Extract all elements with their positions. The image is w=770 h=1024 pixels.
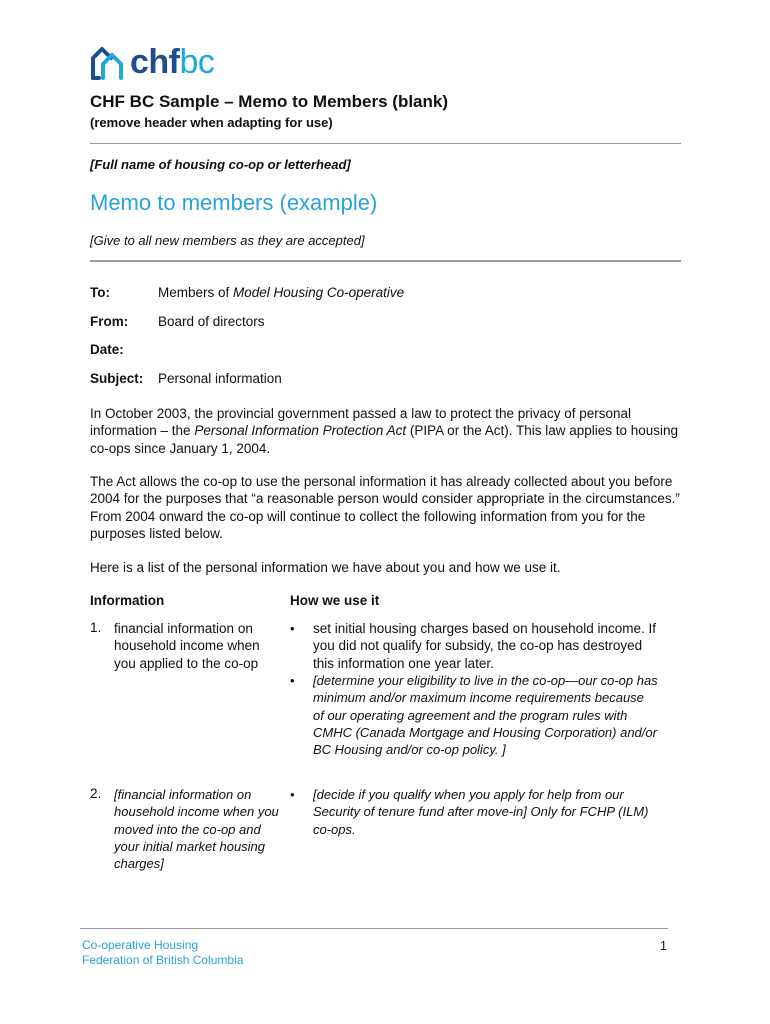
- chf-bc-logo: [90, 44, 214, 80]
- bullet-icon: •: [290, 621, 295, 636]
- from-value: Board of directors: [158, 314, 265, 329]
- memo-heading: Memo to members (example): [90, 190, 378, 215]
- p1-act-name: Personal Information Protection Act: [194, 423, 407, 439]
- footer-org-line-2: Federation of British Columbia: [82, 953, 244, 967]
- date-label: Date:: [90, 342, 124, 357]
- p1-part2: (PIPA or the Act). This law applies to housing co-ops since January 1, 2004.: [90, 423, 679, 456]
- bullet-icon: •: [290, 787, 295, 802]
- row-1-use-1: set initial housing charges based on household income. If you did not qualify for subsidy, the co-op has destroyed this information one year later.: [313, 621, 656, 671]
- to-label: To:: [90, 285, 110, 300]
- footer-organization: [82, 938, 243, 968]
- house-outline-icon: [90, 44, 124, 80]
- document-subtitle: (remove header when adapting for use): [90, 115, 333, 130]
- memo-instruction: [Give to all new members as they are accepted]: [90, 233, 365, 248]
- logo-chf: chf: [130, 43, 180, 81]
- row-2-information: [financial information on household income when you moved into the co-op and your initial market housing charges]: [114, 787, 279, 872]
- document-title: CHF BC Sample – Memo to Members (blank): [90, 92, 449, 111]
- paragraph-list-intro: Here is a list of the personal information we have about you and how we use it.: [90, 560, 561, 575]
- row-2-use-1: [decide if you qualify when you apply for help from our Security of tenure fund after move-in] Only for FCHP (ILM) co-ops.: [313, 787, 649, 837]
- bullet-icon: •: [290, 673, 295, 688]
- row-1-use-2: [determine your eligibility to live in the co-op—our co-op has minimum and/or maximum income requirements because of our operating agreement and the program rules with CMHC (Canada Mortgage and Housing Corporation) and/or BC Housing and/or co-op policy. ]: [313, 673, 658, 758]
- logo-bc: bc: [179, 43, 215, 81]
- row-1-information: financial information on household income when you applied to the co-op: [114, 621, 260, 671]
- from-label: From:: [90, 314, 129, 329]
- p1-part1: In October 2003, the provincial government passed a law to protect the privacy of personal information – the: [90, 406, 632, 439]
- footer-divider: [80, 928, 668, 929]
- header-divider: [90, 143, 681, 144]
- row-2-number: 2.: [90, 786, 102, 801]
- paragraph-purposes: The Act allows the co-op to use the personal information it has already collected about you before 2004 for the purposes that “a reasonable person would consider appropriate in the circumstances.” From 2004 onward the co-op will continue to collect the following information from you for the purposes listed below.: [90, 474, 680, 541]
- memo-divider: [90, 260, 681, 262]
- paragraph-pipa: [90, 405, 682, 457]
- row-1-number: 1.: [90, 620, 102, 635]
- column-header-information: Information: [90, 593, 165, 608]
- page-number: 1: [660, 939, 667, 953]
- subject-value: Personal information: [158, 371, 282, 386]
- logo-wordmark: [130, 45, 214, 79]
- subject-label: Subject:: [90, 371, 144, 386]
- to-value: [158, 285, 404, 300]
- footer-org-line-1: Co-operative Housing: [82, 938, 199, 952]
- column-header-how-we-use-it: How we use it: [290, 593, 380, 608]
- letterhead-placeholder: [Full name of housing co-op or letterhead]: [90, 157, 351, 172]
- to-value-prefix: Members of: [158, 285, 234, 300]
- to-value-coop-name: Model Housing Co-operative: [233, 285, 405, 300]
